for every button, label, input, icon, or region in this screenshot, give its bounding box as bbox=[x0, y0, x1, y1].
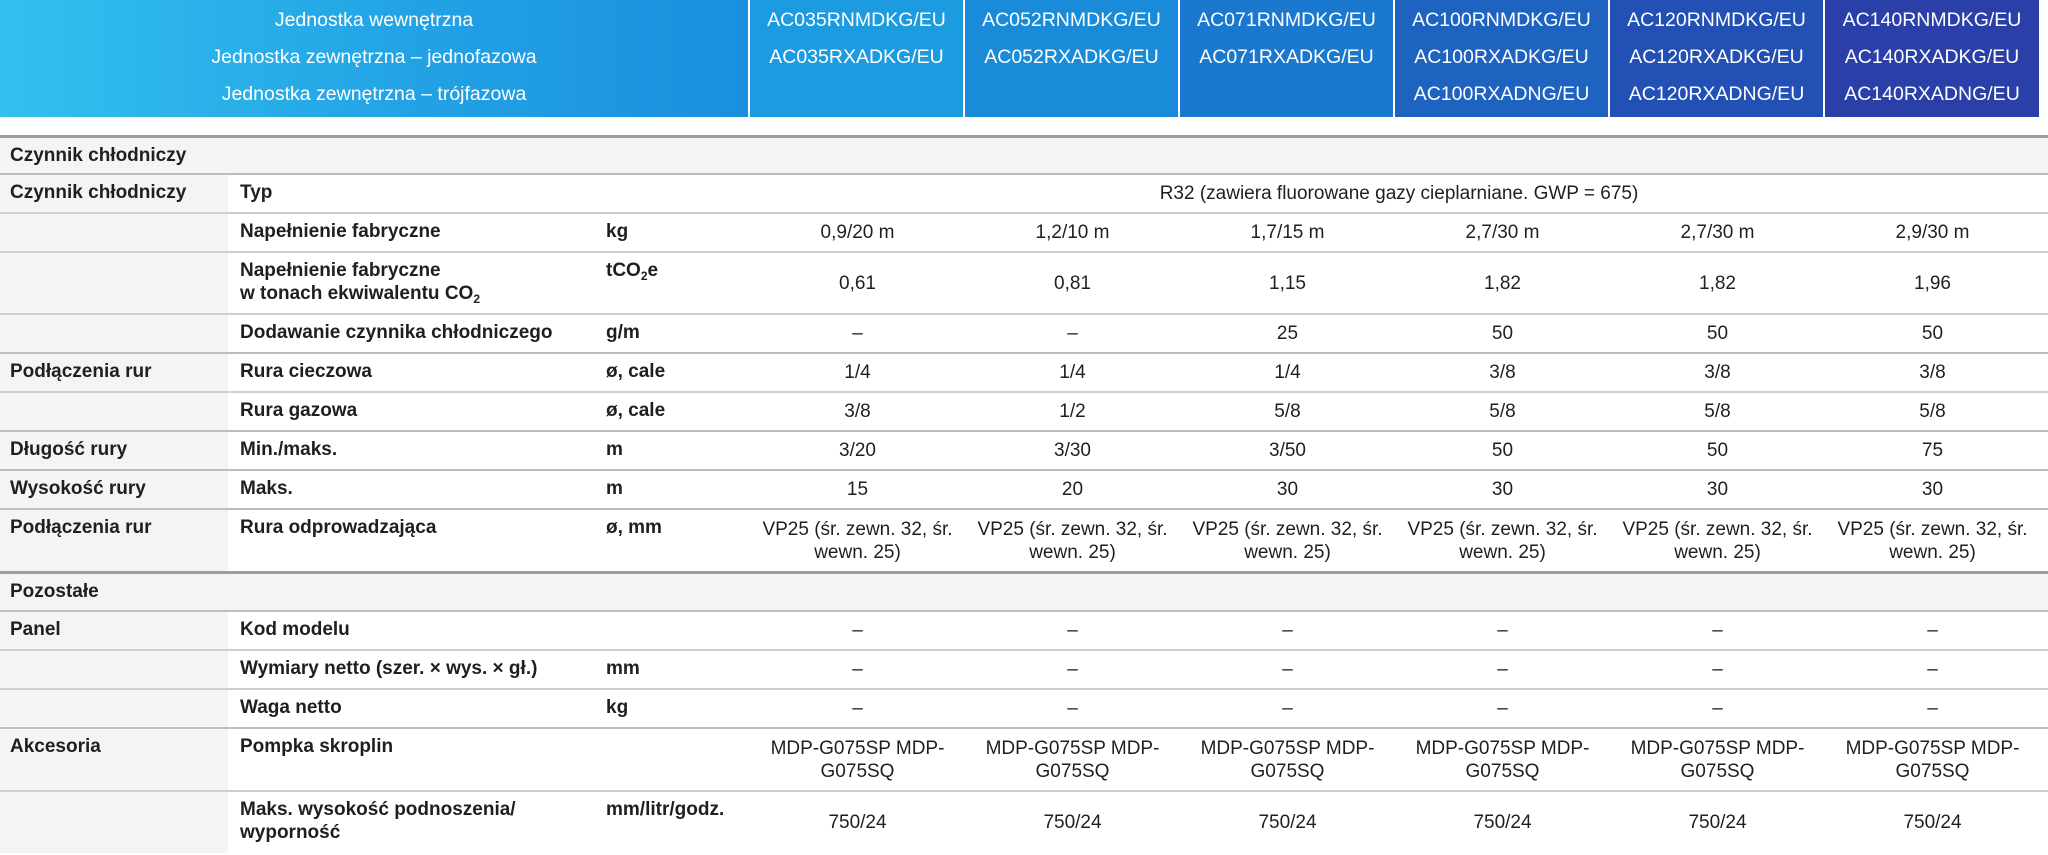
header-model-column bbox=[1395, 0, 1610, 117]
value-cell: MDP-G075SP MDP-G075SQ bbox=[1630, 737, 1805, 782]
parameter-label: Kod modelu bbox=[240, 619, 350, 640]
row-labels bbox=[0, 432, 750, 469]
model-code-indoor: AC120RNMDKG/EU bbox=[1627, 9, 1806, 31]
value-cell: 5/8 bbox=[1274, 401, 1301, 422]
model-code-single: AC140RXADKG/EU bbox=[1844, 46, 2020, 68]
value-cell: 20 bbox=[1061, 479, 1084, 500]
value-cell: – bbox=[1927, 698, 1938, 719]
value-cell: 75 bbox=[1921, 440, 1944, 461]
row-labels bbox=[0, 253, 750, 313]
group-label: Wysokość rury bbox=[10, 478, 146, 499]
model-code-indoor: AC140RNMDKG/EU bbox=[1842, 9, 2022, 31]
table-row bbox=[0, 469, 2048, 508]
value-cell: 50 bbox=[1491, 440, 1514, 461]
model-code-single: AC071RXADKG/EU bbox=[1199, 46, 1374, 68]
value-cell: 0,9/20 m bbox=[820, 222, 895, 243]
value-cell: – bbox=[852, 323, 863, 344]
value-cell: – bbox=[1497, 659, 1508, 680]
value-cell: VP25 (śr. zewn. 32, śr. wewn. 25) bbox=[762, 518, 953, 563]
value-cell: 50 bbox=[1706, 323, 1729, 344]
model-code-single: AC035RXADKG/EU bbox=[769, 46, 944, 68]
parameter-label: Rura odprowadzająca bbox=[240, 517, 437, 538]
value-cell: MDP-G075SP MDP-G075SQ bbox=[1845, 737, 2020, 782]
parameter-label: Maks. wysokość podnoszenia/ wyporność bbox=[240, 799, 516, 843]
value-cell: 1,96 bbox=[1914, 272, 1951, 294]
header-model-column bbox=[1825, 0, 2039, 117]
table-row bbox=[0, 313, 2048, 352]
value-cell: 30 bbox=[1491, 479, 1514, 500]
table-row bbox=[0, 790, 2048, 853]
row-labels bbox=[0, 315, 750, 352]
unit-label: ø, cale bbox=[606, 400, 666, 421]
value-cell: 750/24 bbox=[1473, 812, 1532, 833]
value-cell: 2,9/30 m bbox=[1895, 222, 1970, 243]
value-cell: 1,2/10 m bbox=[1035, 222, 1110, 243]
value-cell: 50 bbox=[1706, 440, 1729, 461]
value-cell: – bbox=[852, 659, 863, 680]
row-labels bbox=[0, 729, 750, 790]
value-cell: 3/8 bbox=[1704, 362, 1731, 383]
group-label: Akcesoria bbox=[10, 736, 101, 757]
parameter-label: Dodawanie czynnika chłodniczego bbox=[240, 322, 553, 343]
value-cell: – bbox=[1067, 323, 1078, 344]
spec-table-body bbox=[0, 135, 2048, 853]
value-cell: 2,7/30 m bbox=[1465, 222, 1540, 243]
unit-label: m bbox=[606, 439, 623, 460]
unit-label: mm/litr/godz. bbox=[606, 799, 725, 820]
model-code-three: AC120RXADNG/EU bbox=[1628, 83, 1805, 105]
table-header bbox=[0, 0, 2039, 117]
unit-label: ø, mm bbox=[606, 517, 662, 538]
unit-label: kg bbox=[606, 697, 629, 718]
value-cell: 3/20 bbox=[839, 440, 876, 461]
header-model-column bbox=[1180, 0, 1395, 117]
model-code-indoor: AC035RNMDKG/EU bbox=[767, 9, 946, 31]
parameter-label: Rura cieczowa bbox=[240, 361, 372, 382]
table-row bbox=[0, 610, 2048, 649]
value-cell: VP25 (śr. zewn. 32, śr. wewn. 25) bbox=[977, 518, 1168, 563]
value-cell: 50 bbox=[1491, 323, 1514, 344]
model-code-indoor: AC071RNMDKG/EU bbox=[1197, 9, 1376, 31]
row-labels bbox=[0, 393, 750, 430]
value-cell: 3/50 bbox=[1269, 440, 1306, 461]
value-cell: – bbox=[1927, 620, 1938, 641]
row-labels bbox=[0, 792, 750, 853]
value-cell: VP25 (śr. zewn. 32, śr. wewn. 25) bbox=[1192, 518, 1383, 563]
value-cell: 15 bbox=[846, 479, 869, 500]
header-label-outdoor-three-phase: Jednostka zewnętrzna – trójfazowa bbox=[221, 83, 527, 105]
model-code-single: AC052RXADKG/EU bbox=[984, 46, 1159, 68]
table-row bbox=[0, 508, 2048, 571]
table-row bbox=[0, 649, 2048, 688]
value-cell: 1/4 bbox=[1059, 362, 1086, 383]
value-cell: 750/24 bbox=[1903, 812, 1962, 833]
row-labels bbox=[0, 175, 750, 212]
parameter-label: Wymiary netto (szer. × wys. × gł.) bbox=[240, 658, 538, 679]
group-label: Panel bbox=[10, 619, 61, 640]
value-cell: VP25 (śr. zewn. 32, śr. wewn. 25) bbox=[1622, 518, 1813, 563]
group-label: Czynnik chłodniczy bbox=[10, 182, 187, 203]
table-row bbox=[0, 688, 2048, 727]
value-cell: – bbox=[1497, 698, 1508, 719]
group-label: Długość rury bbox=[10, 439, 128, 460]
value-cell: – bbox=[1712, 698, 1723, 719]
header-label-outdoor-single-phase: Jednostka zewnętrzna – jednofazowa bbox=[211, 46, 537, 68]
table-row bbox=[0, 251, 2048, 313]
row-labels bbox=[0, 471, 750, 508]
value-cell: VP25 (śr. zewn. 32, śr. wewn. 25) bbox=[1837, 518, 2028, 563]
model-code-single: AC120RXADKG/EU bbox=[1629, 46, 1804, 68]
table-row bbox=[0, 430, 2048, 469]
row-labels bbox=[0, 612, 750, 649]
unit-label: m bbox=[606, 478, 623, 499]
value-cell: MDP-G075SP MDP-G075SQ bbox=[770, 737, 945, 782]
value-cell: 5/8 bbox=[1919, 401, 1946, 422]
value-cell: 750/24 bbox=[1043, 812, 1102, 833]
parameter-label: Rura gazowa bbox=[240, 400, 358, 421]
value-cell: 1/4 bbox=[844, 362, 871, 383]
table-row bbox=[0, 212, 2048, 251]
row-labels bbox=[0, 651, 750, 688]
value-cell: – bbox=[1497, 620, 1508, 641]
value-cell: – bbox=[1712, 659, 1723, 680]
header-model-column bbox=[965, 0, 1180, 117]
section-row bbox=[0, 571, 2048, 610]
value-cell: MDP-G075SP MDP-G075SQ bbox=[985, 737, 1160, 782]
value-cell: 0,61 bbox=[839, 272, 876, 294]
value-cell: 30 bbox=[1921, 479, 1944, 500]
value-cell: 0,81 bbox=[1054, 272, 1091, 294]
parameter-label: Typ bbox=[240, 182, 273, 203]
value-cell: – bbox=[1067, 698, 1078, 719]
model-code-indoor: AC100RNMDKG/EU bbox=[1412, 9, 1591, 31]
value-cell: – bbox=[1712, 620, 1723, 641]
value-cell: 750/24 bbox=[1258, 812, 1317, 833]
value-cell: 1/4 bbox=[1274, 362, 1301, 383]
value-cell: 1/2 bbox=[1059, 401, 1086, 422]
header-label-indoor: Jednostka wewnętrzna bbox=[274, 9, 474, 31]
value-cell: 750/24 bbox=[1688, 812, 1747, 833]
value-cell: 3/8 bbox=[1919, 362, 1946, 383]
row-labels bbox=[0, 690, 750, 727]
unit-label: g/m bbox=[606, 322, 640, 343]
value-cell: 25 bbox=[1276, 323, 1299, 344]
row-labels bbox=[0, 214, 750, 251]
header-model-column bbox=[750, 0, 965, 117]
value-cell: 30 bbox=[1276, 479, 1299, 500]
parameter-label: Pompka skroplin bbox=[240, 736, 394, 757]
value-cell: 3/8 bbox=[1489, 362, 1516, 383]
model-code-single: AC100RXADKG/EU bbox=[1414, 46, 1589, 68]
model-code-three: AC140RXADNG/EU bbox=[1844, 83, 2020, 105]
header-label-column bbox=[0, 0, 750, 117]
value-cell: MDP-G075SP MDP-G075SQ bbox=[1200, 737, 1375, 782]
unit-label: ø, cale bbox=[606, 361, 666, 382]
value-cell: 1,82 bbox=[1484, 272, 1521, 294]
row-labels bbox=[0, 354, 750, 391]
model-code-indoor: AC052RNMDKG/EU bbox=[982, 9, 1161, 31]
value-cell: 1,82 bbox=[1699, 272, 1736, 294]
value-cell: 5/8 bbox=[1489, 401, 1516, 422]
value-cell: – bbox=[1067, 659, 1078, 680]
unit-label: mm bbox=[606, 658, 640, 679]
table-row bbox=[0, 352, 2048, 391]
row-labels bbox=[0, 510, 750, 571]
section-row bbox=[0, 135, 2048, 173]
parameter-label: Napełnienie fabryczne w tonach ekwiwalentu $CO_2$ bbox=[240, 260, 481, 306]
value-cell: VP25 (śr. zewn. 32, śr. wewn. 25) bbox=[1407, 518, 1598, 563]
header-model-column bbox=[1610, 0, 1825, 117]
section-title: Pozostałe bbox=[10, 581, 99, 602]
value-cell: MDP-G075SP MDP-G075SQ bbox=[1415, 737, 1590, 782]
table-row bbox=[0, 727, 2048, 790]
value-cell: 750/24 bbox=[828, 812, 887, 833]
value-cell: – bbox=[852, 698, 863, 719]
value-cell: – bbox=[1282, 698, 1293, 719]
value-cell: 5/8 bbox=[1704, 401, 1731, 422]
group-label: Podłączenia rur bbox=[10, 361, 152, 382]
parameter-label: Waga netto bbox=[240, 697, 342, 718]
parameter-label: Maks. bbox=[240, 478, 293, 499]
value-cell: 3/30 bbox=[1054, 440, 1091, 461]
model-code-three: AC100RXADNG/EU bbox=[1413, 83, 1590, 105]
section-title: Czynnik chłodniczy bbox=[10, 145, 187, 166]
unit-label: kg bbox=[606, 221, 629, 242]
value-cell: – bbox=[1067, 620, 1078, 641]
value-cell-span: R32 (zawiera fluorowane gazy cieplarniane. GWP = 675) bbox=[1159, 183, 1639, 204]
value-cell: – bbox=[1282, 659, 1293, 680]
value-cell: 3/8 bbox=[844, 401, 871, 422]
value-cell: 30 bbox=[1706, 479, 1729, 500]
group-label: Podłączenia rur bbox=[10, 517, 152, 538]
value-cell: 50 bbox=[1921, 323, 1944, 344]
value-cell: – bbox=[1282, 620, 1293, 641]
unit-label: tCO$_2$e bbox=[606, 260, 659, 283]
value-cell: 1,15 bbox=[1269, 272, 1306, 294]
value-cell: – bbox=[852, 620, 863, 641]
table-row bbox=[0, 173, 2048, 212]
parameter-label: Napełnienie fabryczne bbox=[240, 221, 441, 242]
value-cell: – bbox=[1927, 659, 1938, 680]
value-cell: 1,7/15 m bbox=[1250, 222, 1325, 243]
value-cell: 2,7/30 m bbox=[1680, 222, 1755, 243]
parameter-label: Min./maks. bbox=[240, 439, 338, 460]
table-row bbox=[0, 391, 2048, 430]
